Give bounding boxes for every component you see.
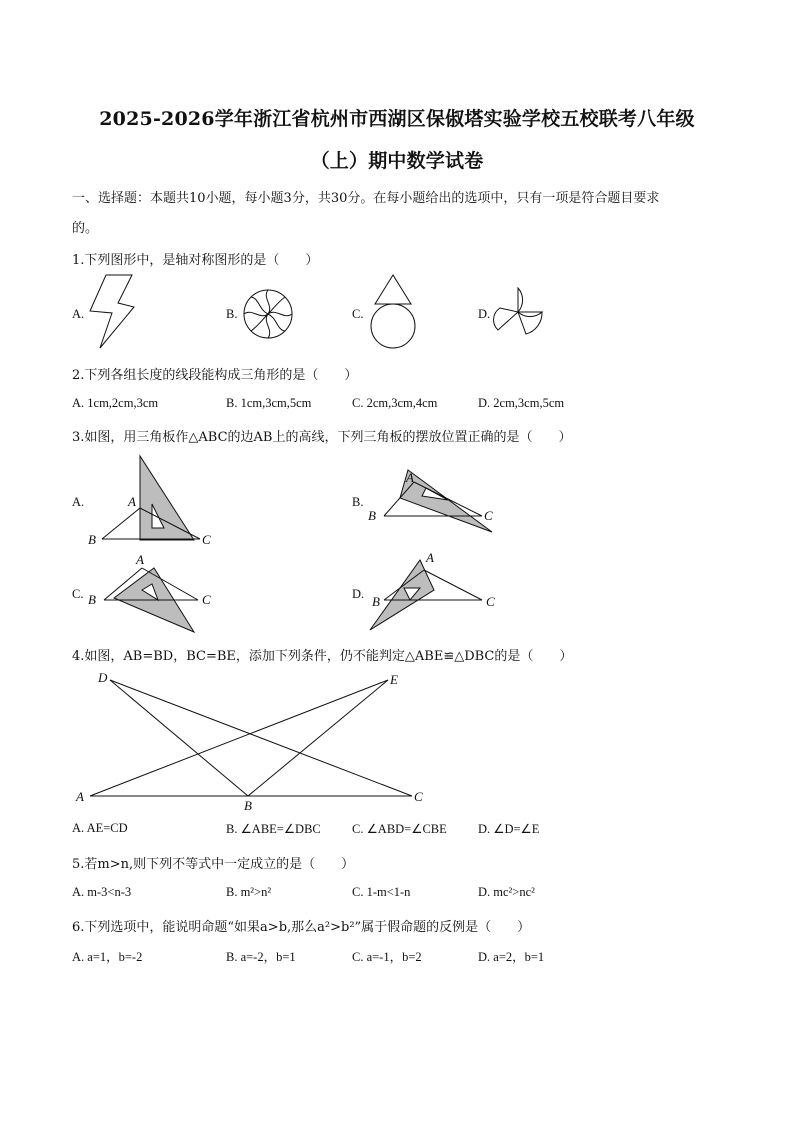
q4-label-d: D (98, 670, 108, 685)
q3b-label-b: B (368, 508, 376, 523)
q6-option-c[interactable]: C. a=-1，b=2 (352, 950, 422, 964)
q6-option-b[interactable]: B. a=-2，b=1 (226, 950, 296, 964)
q5-option-c[interactable]: C. 1-m<1-n (352, 885, 411, 899)
q3-option-d[interactable]: D. (352, 587, 365, 601)
q4-option-a[interactable]: A. AE=CD (72, 821, 128, 835)
question-2-stem: 2.下列各组长度的线段能构成三角形的是（ ） (72, 368, 358, 383)
q2-option-b[interactable]: B. 1cm,3cm,5cm (226, 396, 312, 410)
q5-option-a[interactable]: A. m-3<n-3 (72, 885, 132, 899)
q1-option-a[interactable]: A. (72, 307, 85, 321)
q1-option-d[interactable]: D. (478, 307, 491, 321)
question-3-stem: 3.如图，用三角板作△ABC的边AB上的高线，下列三角板的摆放位置正确的是（ ） (72, 430, 572, 445)
q3d-label-a: A (426, 550, 434, 565)
section-instructions: 一、选择题：本题共10小题，每小题3分，共30分。在每小题给出的选项中，只有一项是符合题目要求 (72, 191, 660, 206)
page-title-line2: （上）期中数学试卷 (310, 150, 484, 172)
q3d-label-c: C (486, 594, 495, 609)
q1-option-b[interactable]: B. (226, 307, 238, 321)
question-5-stem: 5.若m>n,则下列不等式中一定成立的是（ ） (72, 857, 355, 872)
triangle-circle-icon (366, 271, 420, 351)
q2-option-c[interactable]: C. 2cm,3cm,4cm (352, 396, 438, 410)
q4-label-b: B (244, 798, 252, 813)
q3-option-c[interactable]: C. (72, 587, 84, 601)
q3a-label-c: C (202, 532, 211, 547)
q3-option-b[interactable]: B. (352, 495, 364, 509)
q2-option-a[interactable]: A. 1cm,2cm,3cm (72, 396, 159, 410)
q5-option-d[interactable]: D. mc²>nc² (478, 885, 535, 899)
question-6-stem: 6.下列选项中，能说明命题“如果a>b,那么a²>b²”属于假命题的反例是（ ） (72, 920, 531, 935)
q4-figure (72, 668, 432, 814)
q4-option-b[interactable]: B. ∠ABE=∠DBC (226, 822, 321, 836)
q3c-label-b: B (88, 592, 96, 607)
q3-figure-a (84, 452, 224, 552)
pinwheel-icon (490, 284, 552, 340)
circle-swirl-icon (240, 286, 296, 342)
q6-option-d[interactable]: D. a=2，b=1 (478, 950, 545, 964)
q2-option-d[interactable]: D. 2cm,3cm,5cm (478, 396, 565, 410)
q4-label-c: C (414, 789, 423, 804)
q3b-label-c: C (484, 508, 493, 523)
q3a-label-a: A (128, 494, 136, 509)
q1-option-c[interactable]: C. (352, 307, 364, 321)
q4-label-a: A (76, 789, 84, 804)
q4-option-c[interactable]: C. ∠ABD=∠CBE (352, 822, 447, 836)
lightning-icon (86, 271, 138, 351)
question-1-stem: 1.下列图形中，是轴对称图形的是（ ） (72, 253, 319, 268)
q4-label-e: E (390, 672, 398, 687)
q3b-label-a: A (406, 470, 414, 485)
q6-option-a[interactable]: A. a=1，b=-2 (72, 950, 143, 964)
q3-figure-b (364, 462, 504, 542)
q3-figure-d (364, 548, 504, 636)
question-4-stem: 4.如图，AB=BD，BC=BE，添加下列条件，仍不能判定△ABE≌△DBC的是（ ） (72, 649, 573, 664)
q3c-label-c: C (202, 592, 211, 607)
q3-figure-c (84, 552, 224, 642)
q5-option-b[interactable]: B. m²>n² (226, 885, 272, 899)
q3-option-a[interactable]: A. (72, 495, 85, 509)
q3a-label-b: B (88, 532, 96, 547)
q3c-label-a: A (136, 552, 144, 567)
q4-option-d[interactable]: D. ∠D=∠E (478, 822, 540, 836)
page-title-line1: 2025-2026学年浙江省杭州市西湖区保俶塔实验学校五校联考八年级 (99, 108, 695, 130)
q3d-label-b: B (372, 594, 380, 609)
section-instructions-cont: 的。 (72, 221, 99, 236)
